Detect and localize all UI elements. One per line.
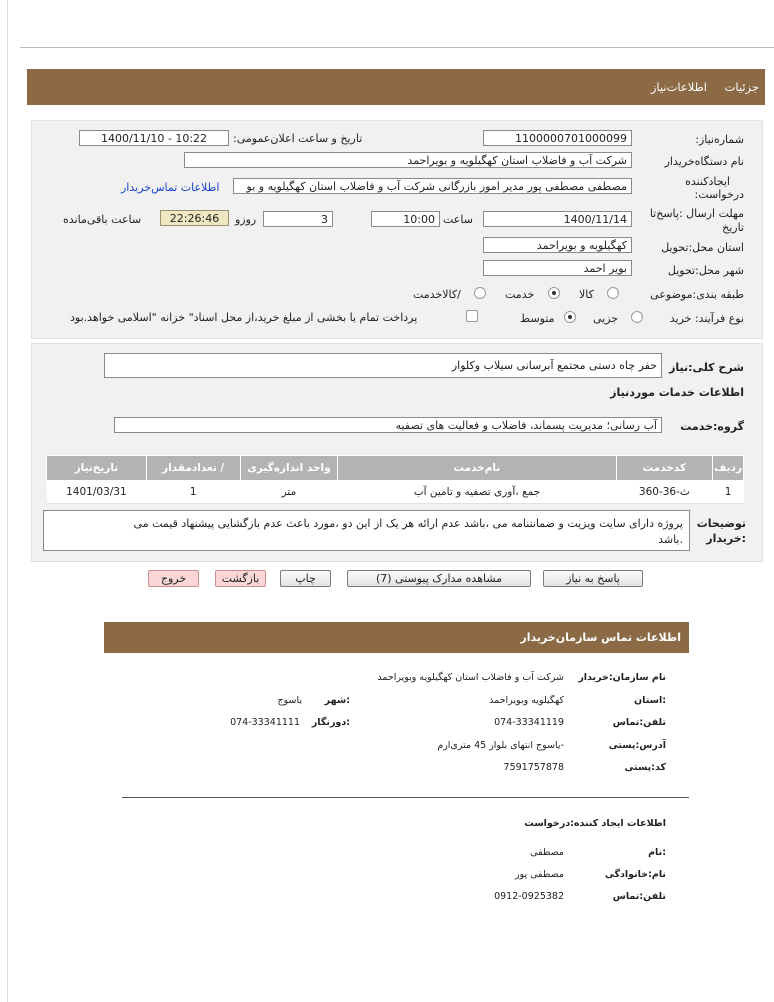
- creator-phone-label: تلفن:تماس: [612, 891, 666, 902]
- process-partial-radio[interactable]: [631, 311, 643, 323]
- contact-phone-label: تلفن:تماس: [612, 717, 666, 728]
- creator-family-value: مصطفی پور: [514, 869, 564, 880]
- col-need-date: تاریخ‌نیاز: [47, 456, 147, 481]
- print-button[interactable]: چاپ: [280, 570, 331, 587]
- exit-button[interactable]: خروج: [148, 570, 199, 587]
- process-partial-label: جزیی: [593, 312, 619, 325]
- deadline-label-2: تاریخ: [722, 221, 744, 234]
- left-border: [7, 0, 8, 1002]
- buyer-notes-box: [43, 510, 690, 551]
- back-button[interactable]: بازگشت: [215, 570, 266, 587]
- buyer-notes-label: توضیحات: [696, 517, 746, 530]
- contact-postal-value: 7591757878: [503, 762, 564, 773]
- attachments-button[interactable]: مشاهده مدارک پیوستی (7): [347, 570, 531, 587]
- group-label: گروه:خدمت: [680, 420, 744, 433]
- col-service-name: نام‌خدمت: [338, 456, 616, 481]
- treasury-payment-note: پرداخت تمام یا بخشی از مبلغ خرید،از محل اسناد" خزانه "اسلامی خواهد.بود: [70, 311, 418, 324]
- contact-province-label: :استان: [634, 695, 666, 706]
- tab-details[interactable]: جزئیات: [724, 80, 759, 94]
- city-label: شهر محل:تحویل: [667, 264, 744, 277]
- services-title: اطلاعات خدمات موردنیاز: [610, 386, 744, 399]
- creator-name-value: مصطفی: [530, 847, 564, 858]
- category-label: طبقه بندی:موضوعی: [650, 288, 744, 301]
- treasury-payment-checkbox[interactable]: [466, 310, 478, 322]
- col-service-code: کدخدمت: [616, 456, 713, 481]
- creator-name-label: :نام: [648, 847, 666, 858]
- col-row: ردیف: [713, 456, 744, 481]
- contact-fax-value: 074-33341111: [230, 717, 300, 728]
- creator-phone-value: 0912-0925382: [494, 891, 564, 902]
- buyer-notes-line-2: .باشد: [658, 533, 683, 546]
- reply-button[interactable]: پاسخ به نیاز: [543, 570, 643, 587]
- announce-field: 1400/11/10 - 10:22: [79, 130, 229, 146]
- table-row: [47, 481, 744, 504]
- contact-divider: [122, 797, 689, 798]
- category-service-label: خدمت: [505, 288, 535, 301]
- contact-postal-label: کد:پستی: [624, 762, 666, 773]
- days-label: روزو: [235, 213, 257, 226]
- creator-label: ایجادکننده: [685, 175, 730, 188]
- need-number-label: شماره‌نیاز:: [695, 133, 744, 146]
- creator-label-2: درخواست:: [694, 188, 744, 201]
- deadline-date-field: 1400/11/14: [483, 211, 632, 227]
- province-label: استان محل:تحویل: [661, 241, 744, 254]
- tab-bar: [27, 69, 765, 105]
- buyer-field: شرکت آب و فاضلاب استان کهگیلویه و بویراحمد: [184, 152, 632, 168]
- cell-quantity: 1: [146, 481, 240, 504]
- remaining-label: ساعت باقی‌مانده: [63, 213, 142, 226]
- contact-address-value: -یاسوج انتهای بلوار 45 متری‌ارم: [437, 740, 564, 751]
- buyer-contact-link[interactable]: اطلاعات تماس‌خریدار: [121, 181, 220, 194]
- services-table: [46, 455, 744, 504]
- category-goods-label: کالا: [579, 288, 594, 301]
- top-divider: [20, 47, 774, 48]
- contact-fax-label: :دورنگار: [311, 717, 350, 728]
- col-quantity: / تعدادمقدار: [146, 456, 240, 481]
- col-unit: واحد اندازه‌گیری: [240, 456, 338, 481]
- process-medium-radio[interactable]: [564, 311, 576, 323]
- category-goods-radio[interactable]: [607, 287, 619, 299]
- deadline-label: مهلت ارسال :پاسخ‌تا: [649, 207, 744, 220]
- buyer-notes-line-1: پروژه دارای سایت ویزیت و ضمانتنامه می ،باشد عدم ارائه هر یک از این دو ،مورد باعث عدم بازگشایی پیشنهاد قیمت می: [133, 517, 683, 530]
- contact-address-label: آدرس:پستی: [608, 740, 666, 751]
- table-header-row: [47, 456, 744, 481]
- org-label: نام سازمان:خریدار: [578, 672, 666, 683]
- contact-phone-value: 074-33341119: [494, 717, 564, 728]
- creator-info-title: اطلاعات ایجاد کننده:درخواست: [524, 818, 666, 829]
- contact-province-value: کهگیلویه وبویراحمد: [489, 695, 564, 706]
- org-value: شرکت آب و فاضلاب استان کهگیلویه وبویراحمد: [377, 672, 564, 683]
- deadline-time-field: 10:00: [371, 211, 440, 227]
- category-service-radio[interactable]: [548, 287, 560, 299]
- announce-label: تاریخ و ساعت اعلان‌عمومی:: [233, 132, 363, 145]
- process-medium-label: متوسط: [520, 312, 555, 325]
- buyer-label: نام دستگاه‌خریدار: [664, 155, 744, 168]
- days-field: 3: [263, 211, 333, 227]
- buyer-notes-label-2: :خریدار: [706, 532, 746, 545]
- creator-field: مصطفی مصطفی پور مدیر امور بازرگانی شرکت آب و فاضلاب استان کهگیلویه و بو: [233, 178, 632, 194]
- category-goods-service-label: /کالاخدمت: [413, 288, 461, 301]
- city-field: بویر احمد: [483, 260, 632, 276]
- cell-service-code: ث-36-360: [616, 481, 713, 504]
- creator-family-label: نام:خانوادگی: [604, 869, 666, 880]
- group-field: آب رسانی؛ مدیریت پسماند، فاضلاب و فعالیت های تصفیه: [114, 417, 662, 433]
- cell-unit: متر: [240, 481, 338, 504]
- tab-need-info[interactable]: اطلاعات‌نیاز: [650, 80, 707, 94]
- need-number-field: 1100000701000099: [483, 130, 632, 146]
- category-goods-service-radio[interactable]: [474, 287, 486, 299]
- remaining-time: 22:26:46: [160, 210, 229, 226]
- contact-city-label: :شهر: [324, 695, 350, 706]
- cell-service-name: جمع ،آوری تصفیه و تامین آب: [338, 481, 616, 504]
- summary-label: شرح کلی:نیاز: [669, 361, 744, 374]
- process-label: نوع فرآیند: خرید: [669, 312, 744, 325]
- contact-header: [104, 622, 689, 653]
- contact-header-title: اطلاعات تماس سازمان‌خریدار: [520, 631, 681, 644]
- cell-row: 1: [713, 481, 744, 504]
- contact-city-value: یاسوج: [277, 695, 302, 706]
- time-label: ساعت: [443, 213, 473, 226]
- summary-field: حفر چاه دستی مجتمع آبرسانی سیلاب وکلوار: [104, 353, 662, 378]
- province-field: کهگیلویه و بویراحمد: [483, 237, 632, 253]
- cell-need-date: 1401/03/31: [47, 481, 147, 504]
